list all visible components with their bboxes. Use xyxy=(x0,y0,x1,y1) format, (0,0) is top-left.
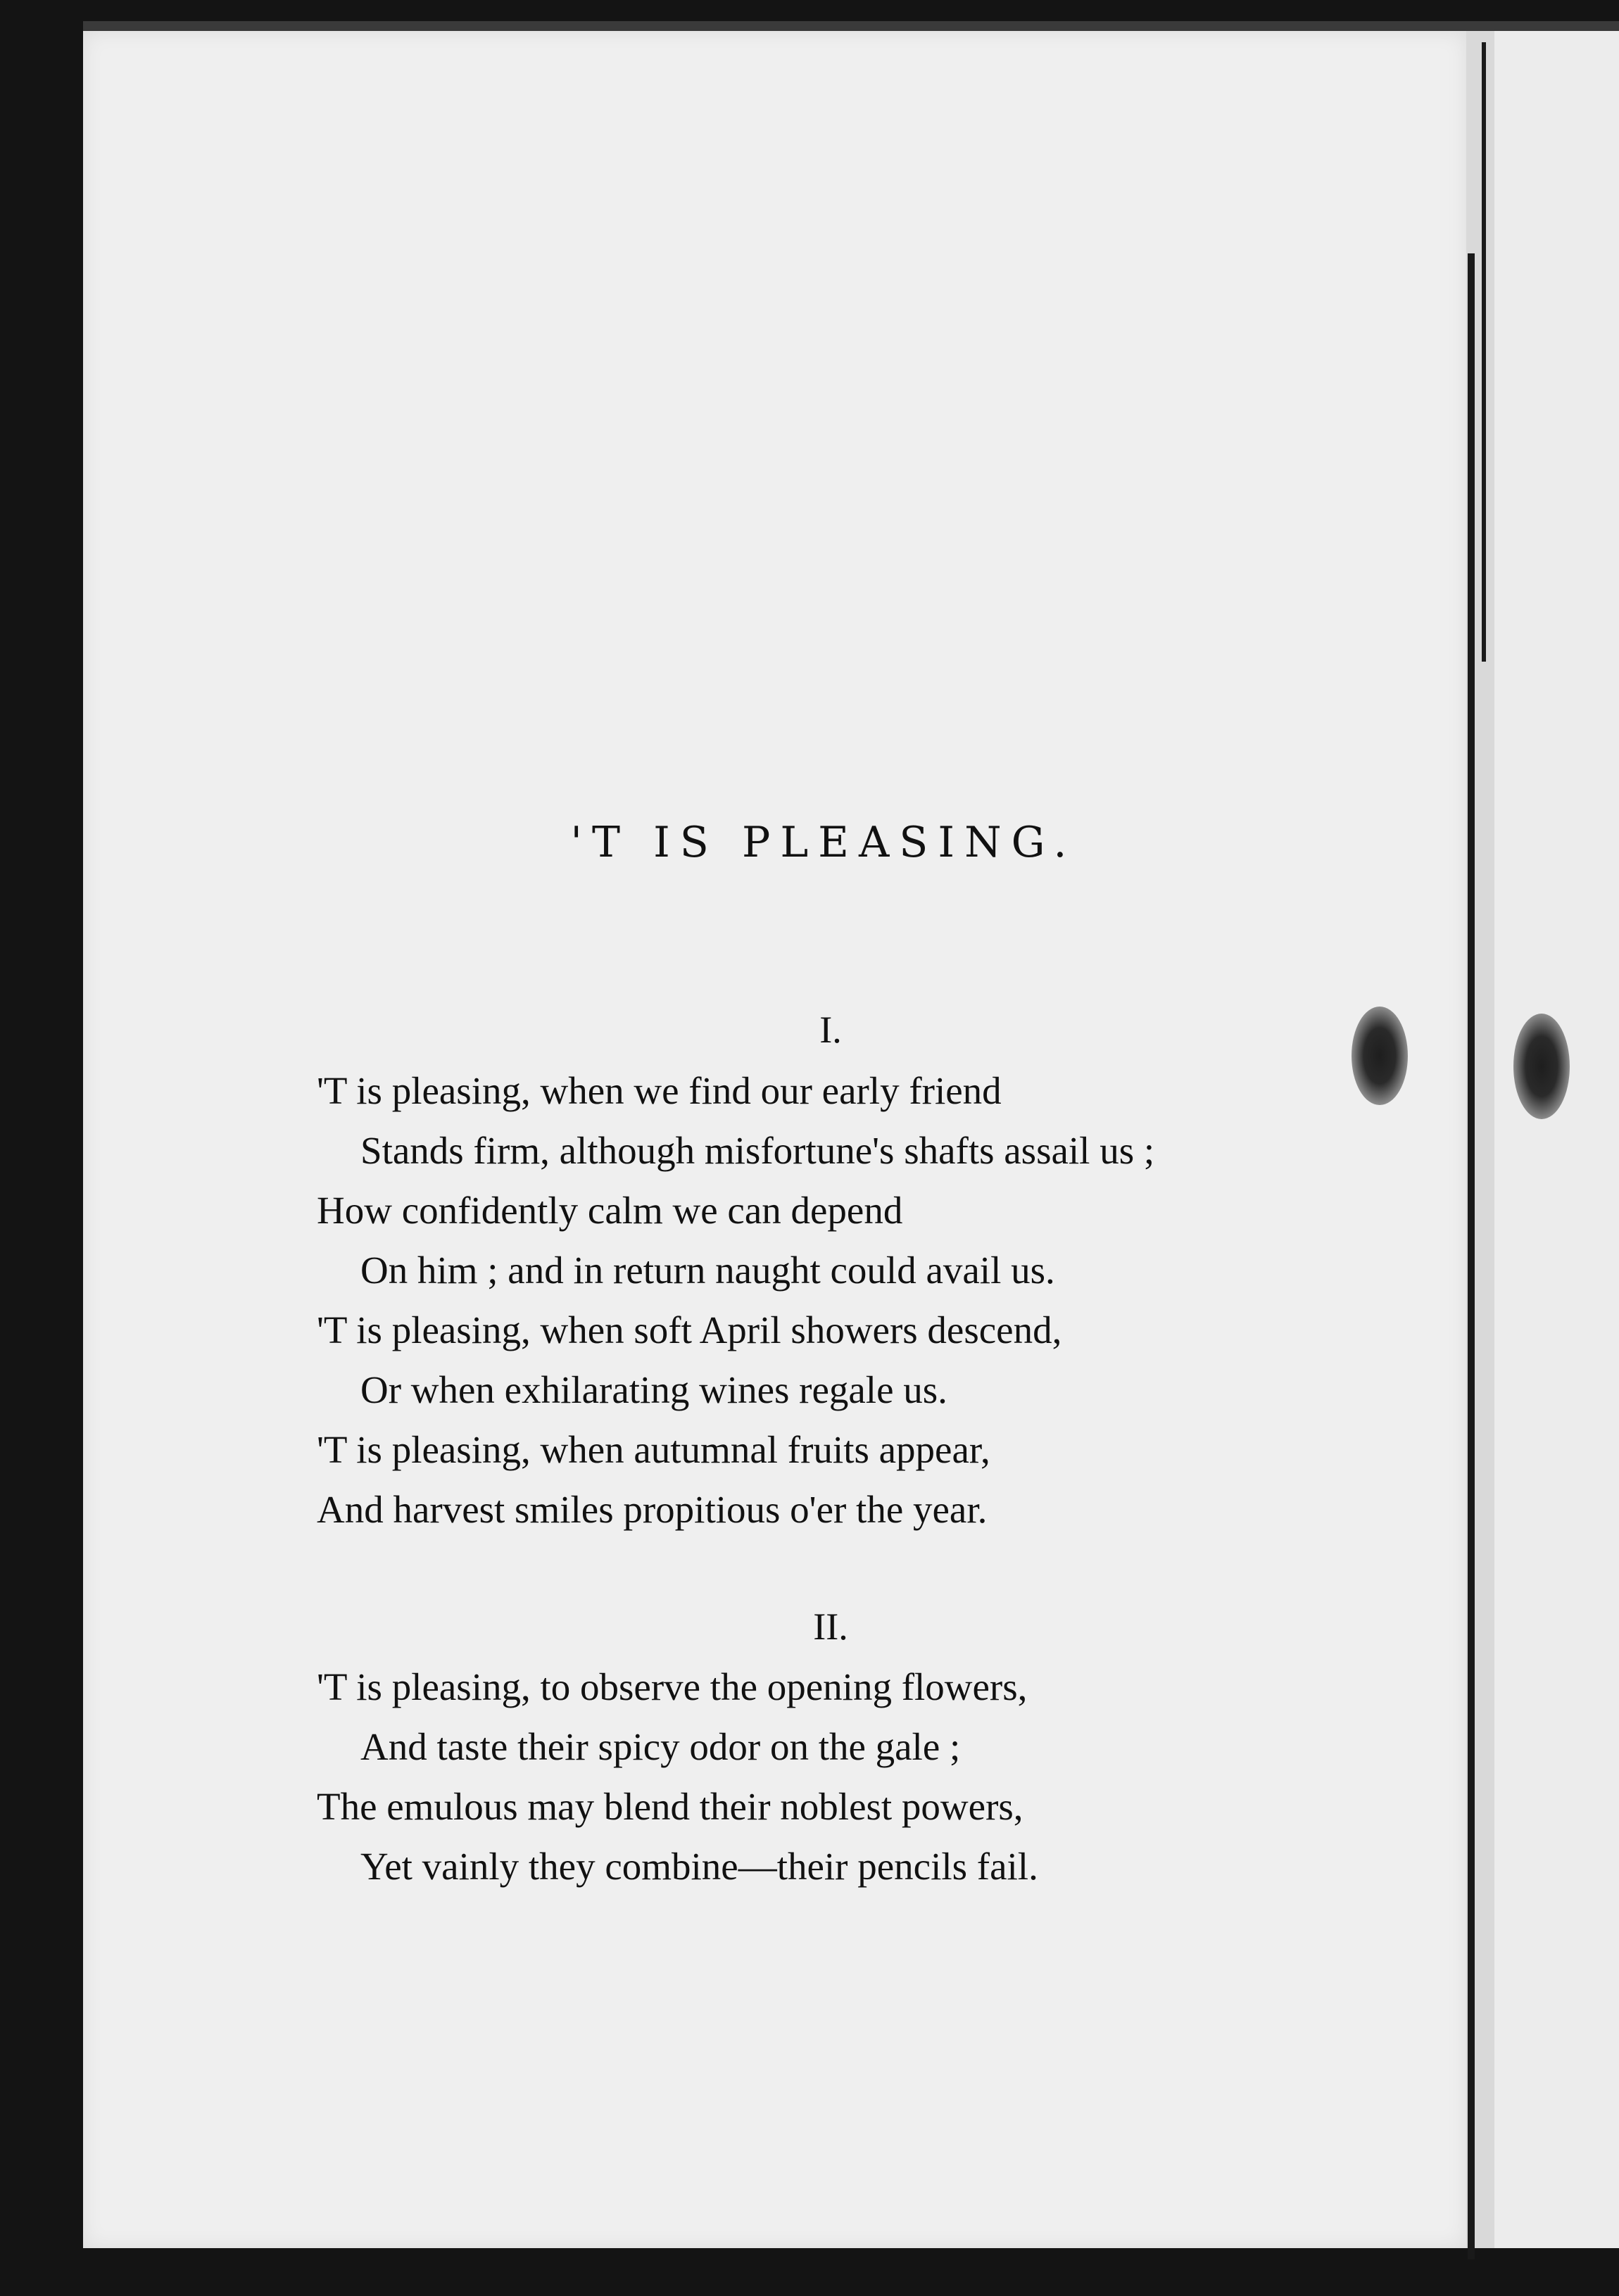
poem-line: 'T is pleasing, when soft April showers descend, xyxy=(317,1308,1062,1351)
poem-line: Or when exhilarating wines regale us. xyxy=(360,1368,947,1411)
poem-title: 'T IS PLEASING. xyxy=(570,818,1077,868)
poem-line: 'T is pleasing, when autumnal fruits appear, xyxy=(317,1428,990,1471)
poem-line: The emulous may blend their noblest powers, xyxy=(317,1785,1023,1828)
poem-line: On him ; and in return naught could avail us. xyxy=(360,1249,1055,1292)
poem-line: And taste their spicy odor on the gale ; xyxy=(360,1725,961,1768)
binding-shadow xyxy=(1468,253,1475,2259)
poem-line: How confidently calm we can depend xyxy=(317,1189,903,1232)
binding-shadow-upper xyxy=(1482,42,1486,662)
poem-line: 'T is pleasing, when we find our early friend xyxy=(317,1069,1002,1112)
poem-line: Yet vainly they combine—their pencils fail. xyxy=(360,1845,1038,1888)
poem-line: Stands firm, although misfortune's shafts assail us ; xyxy=(360,1129,1155,1172)
poem-line: And harvest smiles propitious o'er the year. xyxy=(317,1488,988,1531)
facing-page-edge xyxy=(1494,31,1619,2248)
stanza-number: II. xyxy=(813,1606,848,1648)
poem-line: 'T is pleasing, to observe the opening flowers, xyxy=(317,1665,1028,1708)
stanza-number: I. xyxy=(819,1009,842,1051)
